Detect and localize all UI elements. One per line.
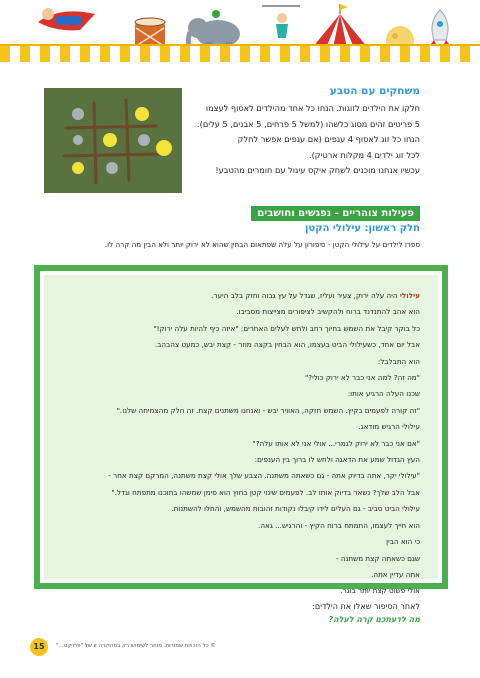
after-story-text: לאחר הסיפור שאלו את הילדים: [312,602,420,611]
story-line: "זה קורה לפעמים בקיץ. השמש חזקה, האוויר יבש - ואנחנו משתנים קצת. זה חלק מהצמיחה שלנו." [116,405,420,415]
story-line: הוא אהב להתנדנד ברוח ולהקשיב לציפורים מצייצות מסביבו. [236,307,420,317]
question-text: מה לדעתכם קרה לעלה? [328,615,420,624]
superhero-icon [38,8,95,30]
circus-tent-icon [312,4,368,48]
story-line: "עילולי יקר, אתה בדיוק אתה - גם כשאתה משתנה. הצבע שלך אולי קצת משתנה, המרקם קצת אחר - [108,471,420,481]
story-line: העץ הגדול שמע את הדאגה ולחש לו ברוך בין הענפים: [254,455,420,465]
story-background [44,275,438,596]
body-line: הנחו כל זוג לאסוף 4 ענפים (אם ענפים אפשר לחלק [237,134,420,145]
story-line: אבל הלב שלך? נשאר בדיוק אותו לב. לפעמים שינוי קטן בחוץ הוא סימן שמשהו בתוכנו מתפתח וגדל." [111,487,420,497]
copyright-text: © כל הזכויות שמורות. מותר לשימוש רק במהדורה זו של "פרויקט..." [56,643,216,649]
story-line: עילולי הרגיש מודאג. [358,422,420,432]
activity-title: פעילות צוהריים - נפגשים וחושבים [251,206,420,221]
story-line: עילולי הביט סביב - גם העלים לידו קיבלו נקודות זהובות מהשמש, והחלו להשתנות. [171,504,420,514]
story-line: "אם אני כבר לא ירוק לגמרי... אולי אני לא אותו עלה?" [252,438,420,448]
story-line: עילולי היה עלה ירוק, צעיר ועליז, שגדל על עץ גבוה וחזק בלב היער. [211,291,420,300]
tic-tac-toe-photo [44,88,182,193]
story-line: אבל יום אחד, כשעילולי הביט בעצמו, הוא הבחין בקצה מוזר - קצת יבש, כמעט צהבהב. [154,340,420,350]
part-title: חלק ראשון: עילולי הקטן [304,223,420,234]
page-number-badge: 15 [30,638,48,656]
body-line: חלקו את הילדים לזוגות. הנחו כל אחד מהילדים לאסוף לעצמו [205,103,420,113]
body-line: 5 פריטים זהים מסוג כלשהו (למשל 5 פרחים, 5 אבנים, 5 עלים). [197,118,420,129]
banner-stripe [0,44,480,62]
story-text [52,288,420,600]
section-body [170,101,420,179]
body-line: לכל זוג ילדים 4 מקלות ארטיק). [308,149,420,160]
story-lead: עילולי [399,291,420,300]
story-line: "מה זה? למה אני כבר לא ירוק כולי?" [304,373,420,383]
section-title: משחקים עם הטבע [329,85,420,97]
story-box [34,265,448,596]
story-line: שכנו העלה הרגיע אותו: [347,389,420,399]
header-banner [0,0,480,62]
body-line: עכשיו אנחנו מוכנים לשחק איקס עיגול עם חומרים מהטבע! [215,165,420,176]
story-line: אתה עדיין אתה. [371,569,420,579]
story-line: כי הוא הבין [386,537,420,547]
acrobat-icon [262,6,300,38]
story-line: הוא התבלבל: [377,356,420,366]
story-line: אולי פשוט קצת יותר בוגר. [340,586,420,596]
story-line: כל בוקר קיבל את השמש בחיוך רחב ולחש לעלים האחרים: "איזה כיף להיות עלה ירוק!" [153,323,420,333]
activity-intro: ספרו לילדים על עילולי הקטן - סיפורון על עלה שפתאום הבחין שהוא לא ירוק יותר ולא הבין מה קרה לו. [104,240,420,249]
story-line: שגם כשאתה קצת משתנה - [335,553,420,563]
story-line: הוא חייך לעצמו, התמתח ברוח הקיץ - והרגיש... גאה. [258,520,420,530]
